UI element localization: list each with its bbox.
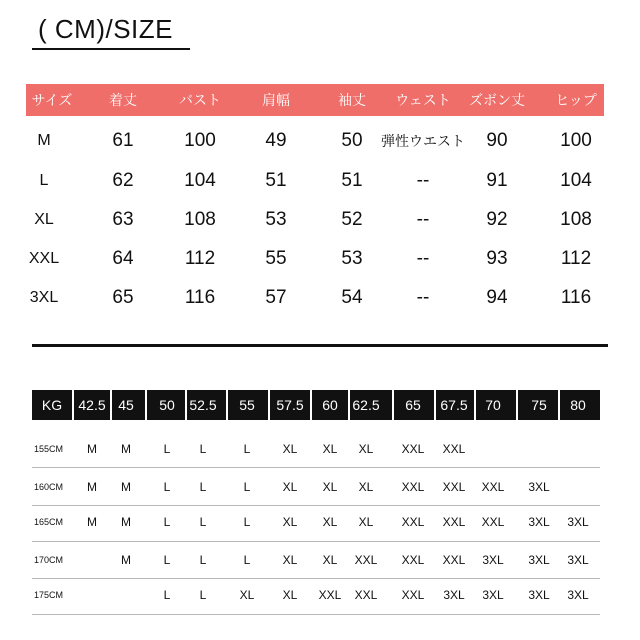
- size-table-cell: 64: [112, 248, 134, 269]
- size-recommendation-cell: 3XL: [528, 553, 550, 567]
- size-table-cell: 100: [184, 130, 216, 151]
- size-recommendation-cell: XXL: [442, 442, 466, 456]
- size-header-cell: 着丈: [109, 92, 137, 108]
- header-separator: [558, 390, 560, 420]
- size-table-cell: 94: [486, 287, 508, 308]
- row-divider: [32, 578, 600, 579]
- size-recommendation-cell: XXL: [481, 515, 505, 529]
- weight-header-cell: KG: [41, 397, 63, 413]
- size-table-cell: 90: [486, 130, 508, 151]
- size-recommendation-cell: XL: [322, 442, 338, 456]
- size-table-cell: 116: [184, 287, 216, 308]
- weight-header-cell: 80: [570, 397, 586, 413]
- header-separator: [348, 390, 350, 420]
- size-recommendation-cell: XXL: [318, 588, 342, 602]
- weight-header-cell: 62.5: [352, 397, 380, 413]
- size-recommendation-cell: XXL: [442, 553, 466, 567]
- weight-header-cell: 55: [239, 397, 255, 413]
- row-divider: [32, 467, 600, 468]
- header-separator: [474, 390, 476, 420]
- size-recommendation-cell: L: [163, 480, 171, 494]
- size-recommendation-cell: L: [199, 515, 207, 529]
- size-table-cell: 108: [184, 209, 216, 230]
- size-table-cell: 61: [112, 130, 134, 151]
- size-recommendation-cell: M: [121, 553, 131, 567]
- weight-header-cell: 65: [405, 397, 421, 413]
- height-label: 155CM: [34, 444, 64, 454]
- size-recommendation-cell: 3XL: [528, 480, 550, 494]
- size-table-header: [26, 84, 604, 116]
- header-separator: [72, 390, 74, 420]
- size-recommendation-cell: 3XL: [528, 515, 550, 529]
- size-header-cell: ウェスト: [395, 92, 451, 108]
- size-recommendation-cell: XXL: [401, 553, 425, 567]
- size-recommendation-cell: L: [163, 515, 171, 529]
- size-table-cell: 104: [184, 170, 216, 191]
- size-recommendation-cell: M: [87, 515, 97, 529]
- weight-table-header: [32, 390, 600, 420]
- size-recommendation-cell: L: [199, 588, 207, 602]
- size-recommendation-cell: 3XL: [567, 588, 589, 602]
- size-recommendation-cell: XL: [282, 442, 298, 456]
- size-recommendation-cell: M: [87, 480, 97, 494]
- size-header-cell: ズボン丈: [469, 92, 525, 108]
- height-label: 165CM: [34, 517, 64, 527]
- size-recommendation-cell: L: [199, 553, 207, 567]
- size-recommendation-cell: 3XL: [443, 588, 465, 602]
- header-separator: [434, 390, 436, 420]
- size-header-cell: 袖丈: [338, 92, 366, 108]
- size-table-cell: 63: [112, 209, 134, 230]
- header-separator: [226, 390, 228, 420]
- size-table-cell: 51: [341, 170, 363, 191]
- size-table-cell: --: [416, 248, 430, 269]
- height-label: 160CM: [34, 482, 64, 492]
- size-recommendation-cell: XL: [239, 588, 255, 602]
- size-table-cell: 91: [486, 170, 508, 191]
- header-separator: [392, 390, 394, 420]
- weight-header-cell: 60: [322, 397, 338, 413]
- size-recommendation-cell: XXL: [442, 480, 466, 494]
- weight-header-cell: 70: [485, 397, 501, 413]
- size-recommendation-cell: 3XL: [482, 588, 504, 602]
- size-table-cell: 92: [486, 209, 508, 230]
- size-recommendation-cell: XL: [358, 480, 374, 494]
- weight-header-cell: 67.5: [440, 397, 468, 413]
- size-table-cell: 弾性ウエスト: [381, 133, 465, 149]
- size-recommendation-cell: L: [163, 588, 171, 602]
- size-recommendation-cell: XL: [282, 553, 298, 567]
- size-table-cell: 112: [184, 248, 216, 269]
- size-table-cell: 65: [112, 287, 134, 308]
- size-recommendation-cell: XXL: [442, 515, 466, 529]
- header-separator: [185, 390, 187, 420]
- size-recommendation-cell: M: [87, 442, 97, 456]
- size-table-cell: 51: [265, 170, 287, 191]
- size-table-cell: 54: [341, 287, 363, 308]
- section-divider: [32, 344, 608, 347]
- size-table-cell: --: [416, 170, 430, 191]
- header-separator: [310, 390, 312, 420]
- size-table-cell: 108: [560, 209, 592, 230]
- size-recommendation-cell: L: [199, 480, 207, 494]
- size-table-cell: 104: [560, 170, 592, 191]
- size-header-cell: 肩幅: [262, 92, 290, 108]
- size-table-cell: XL: [34, 211, 54, 228]
- size-table-cell: 49: [265, 130, 287, 151]
- size-recommendation-cell: L: [199, 442, 207, 456]
- size-recommendation-cell: XL: [322, 553, 338, 567]
- size-table-cell: M: [37, 132, 51, 149]
- size-recommendation-cell: XXL: [401, 480, 425, 494]
- weight-header-cell: 50: [159, 397, 175, 413]
- page-title: ( CM)/SIZE: [38, 14, 173, 44]
- size-table-cell: 100: [560, 130, 592, 151]
- size-recommendation-cell: L: [163, 442, 171, 456]
- size-table-cell: 57: [265, 287, 287, 308]
- size-recommendation-cell: XL: [282, 480, 298, 494]
- row-divider: [32, 614, 600, 615]
- weight-header-cell: 45: [118, 397, 134, 413]
- row-divider: [32, 541, 600, 542]
- header-separator: [145, 390, 147, 420]
- size-recommendation-cell: M: [121, 480, 131, 494]
- size-recommendation-cell: XL: [282, 588, 298, 602]
- size-recommendation-cell: XL: [322, 480, 338, 494]
- size-recommendation-cell: 3XL: [567, 515, 589, 529]
- size-table-cell: --: [416, 209, 430, 230]
- size-recommendation-cell: L: [243, 442, 251, 456]
- height-label: 175CM: [34, 590, 64, 600]
- size-recommendation-cell: XXL: [354, 588, 378, 602]
- size-table-cell: XXL: [28, 250, 60, 267]
- header-separator: [110, 390, 112, 420]
- size-table-cell: 62: [112, 170, 134, 191]
- height-label: 170CM: [34, 555, 64, 565]
- size-header-cell: バスト: [179, 92, 221, 108]
- size-recommendation-cell: XXL: [401, 442, 425, 456]
- size-recommendation-cell: XXL: [354, 553, 378, 567]
- size-table-cell: 52: [341, 209, 363, 230]
- size-recommendation-cell: M: [121, 515, 131, 529]
- size-table-cell: 50: [341, 130, 363, 151]
- weight-header-cell: 52.5: [189, 397, 217, 413]
- weight-header-cell: 42.5: [78, 397, 106, 413]
- size-recommendation-cell: 3XL: [482, 553, 504, 567]
- size-recommendation-cell: XL: [282, 515, 298, 529]
- title-underline: [32, 48, 190, 50]
- size-recommendation-cell: XXL: [481, 480, 505, 494]
- size-table-cell: 93: [486, 248, 508, 269]
- size-recommendation-cell: L: [163, 553, 171, 567]
- size-recommendation-cell: 3XL: [528, 588, 550, 602]
- size-table-cell: L: [39, 172, 49, 189]
- size-table-cell: 55: [265, 248, 287, 269]
- size-recommendation-cell: XL: [358, 442, 374, 456]
- size-recommendation-cell: L: [243, 553, 251, 567]
- size-recommendation-cell: L: [243, 515, 251, 529]
- size-table-cell: 3XL: [29, 289, 59, 306]
- header-separator: [268, 390, 270, 420]
- size-recommendation-cell: L: [243, 480, 251, 494]
- header-separator: [516, 390, 518, 420]
- weight-header-cell: 75: [531, 397, 547, 413]
- size-header-cell: ヒップ: [555, 92, 597, 108]
- size-table-cell: 53: [265, 209, 287, 230]
- row-divider: [32, 505, 600, 506]
- size-recommendation-cell: XL: [322, 515, 338, 529]
- size-table-cell: --: [416, 287, 430, 308]
- size-recommendation-cell: 3XL: [567, 553, 589, 567]
- size-recommendation-cell: M: [121, 442, 131, 456]
- size-table-cell: 112: [560, 248, 592, 269]
- size-recommendation-cell: XXL: [401, 588, 425, 602]
- size-table-cell: 53: [341, 248, 363, 269]
- size-table-cell: 116: [560, 287, 592, 308]
- size-recommendation-cell: XXL: [401, 515, 425, 529]
- weight-header-cell: 57.5: [276, 397, 304, 413]
- size-header-cell: サイズ: [31, 92, 73, 108]
- size-recommendation-cell: XL: [358, 515, 374, 529]
